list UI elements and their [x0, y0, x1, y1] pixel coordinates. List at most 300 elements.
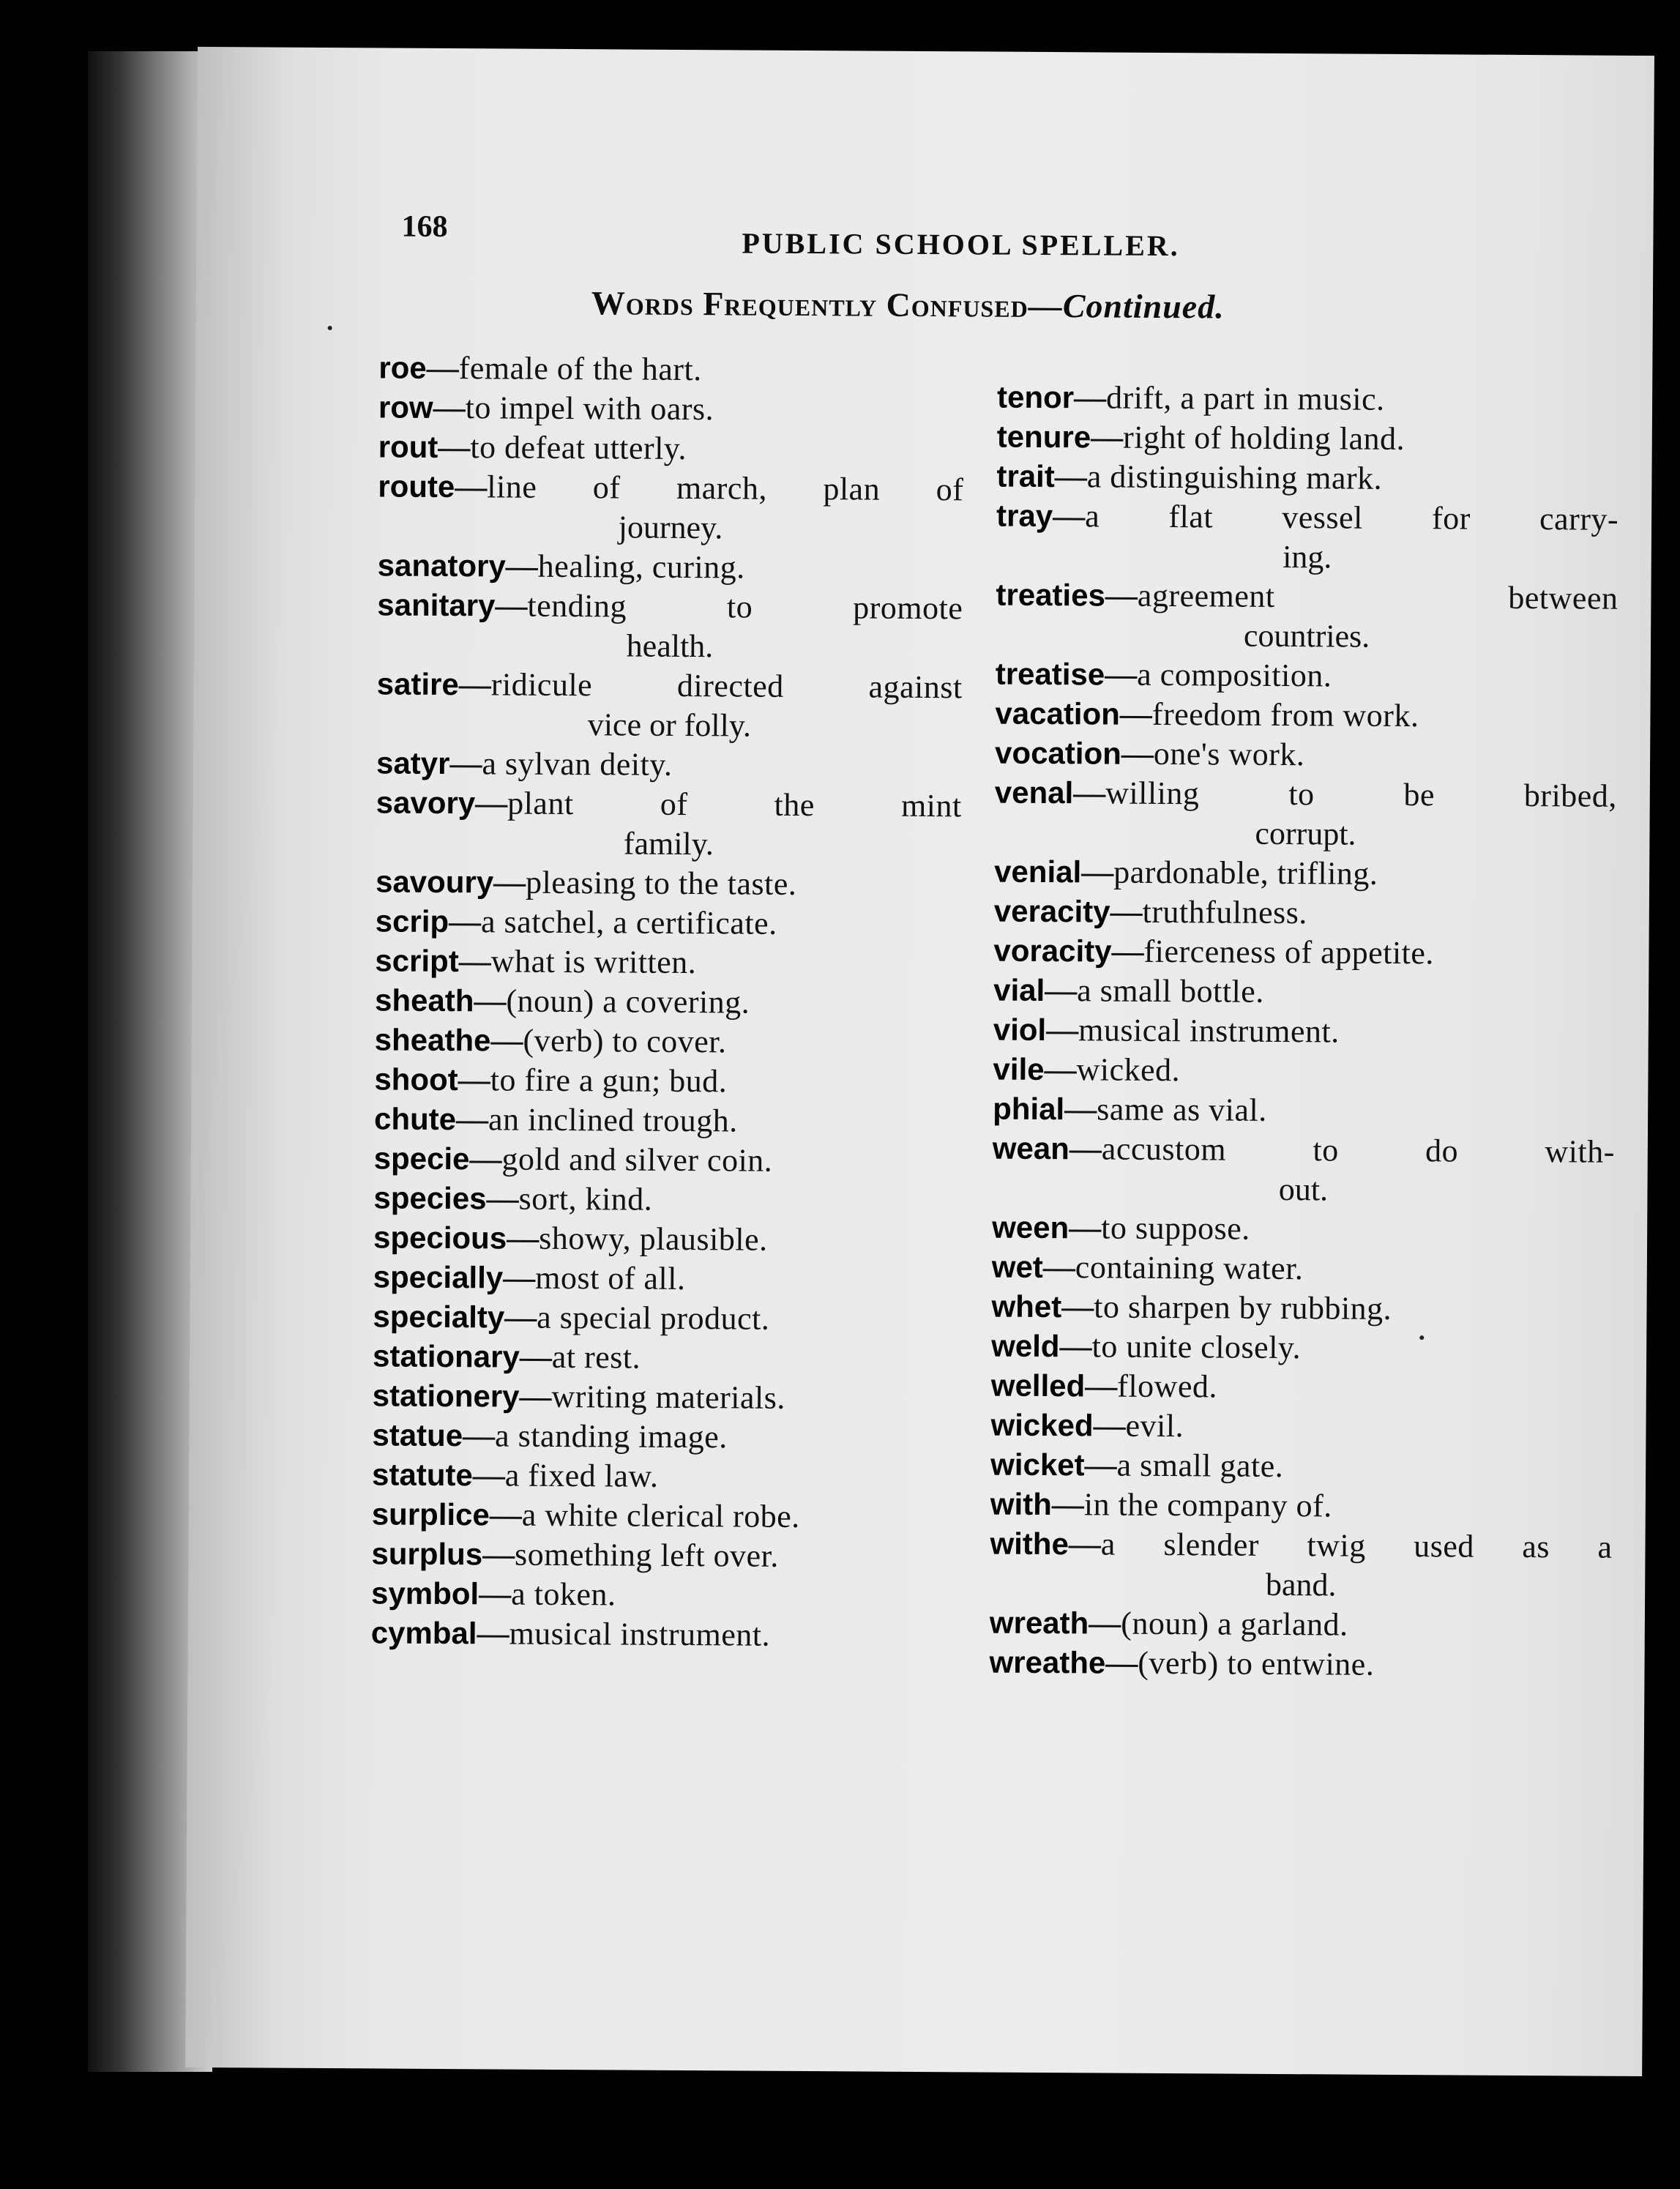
entry-definition: pardonable, trifling. — [1113, 854, 1378, 892]
entry-definition: to unite closely. — [1091, 1328, 1302, 1366]
dictionary-entry — [375, 980, 960, 1023]
entry-headword: surplice — [371, 1496, 490, 1532]
entry-definition: most of all. — [535, 1259, 686, 1297]
entry-first-line — [996, 655, 1618, 698]
entry-first-line — [371, 1613, 957, 1656]
entry-definition: a fixed law. — [504, 1457, 659, 1494]
entry-headword: sanitary — [377, 587, 496, 623]
entry-continuation: countries. — [1243, 617, 1370, 655]
entry-definition: a flat vessel for carry- — [1085, 498, 1619, 537]
entry-first-line — [996, 575, 1618, 619]
entry-first-line — [371, 1573, 957, 1616]
entry-definition: to sharpen by rubbing. — [1094, 1289, 1392, 1327]
entry-first-line — [993, 1010, 1616, 1054]
entry-dash: — — [1042, 1249, 1076, 1286]
entry-definition: wicked. — [1076, 1051, 1181, 1089]
entry-dash: — — [449, 745, 482, 782]
entry-first-line — [989, 1643, 1611, 1686]
entry-definition: ridicule directed against — [490, 666, 963, 706]
dictionary-entry — [378, 466, 964, 549]
dictionary-entry — [992, 1129, 1615, 1212]
entry-dash: — — [519, 1338, 552, 1375]
entry-dash: — — [472, 1457, 505, 1493]
dictionary-entry — [377, 585, 963, 668]
entry-dash: — — [489, 1496, 523, 1533]
entry-definition: musical instrument. — [509, 1615, 771, 1653]
entry-first-line — [378, 348, 964, 391]
entry-headword: treatise — [995, 656, 1105, 692]
entry-first-line — [990, 1524, 1612, 1567]
dictionary-entry — [373, 1336, 958, 1379]
dictionary-entry — [990, 1524, 1613, 1607]
entry-dash: — — [1045, 972, 1078, 1009]
entry-headword: route — [378, 469, 455, 504]
entry-headword: scrip — [375, 903, 449, 939]
right-column — [989, 378, 1619, 1686]
section-heading — [591, 283, 1225, 326]
entry-first-line — [997, 378, 1619, 421]
entry-first-line — [376, 862, 961, 905]
dictionary-entry — [997, 417, 1619, 460]
entry-definition: right of holding land. — [1122, 419, 1405, 458]
entry-definition: pleasing to the taste. — [525, 864, 797, 902]
dictionary-entry — [993, 1089, 1615, 1133]
entry-first-line — [990, 1445, 1613, 1488]
entry-dash: — — [462, 1417, 496, 1454]
entry-headword: satyr — [376, 745, 450, 781]
dictionary-entry — [992, 1208, 1614, 1251]
dictionary-entry — [373, 1217, 959, 1261]
entry-first-line — [373, 1336, 958, 1379]
entry-dash: — — [474, 982, 507, 1019]
entry-dash: — — [1121, 735, 1154, 772]
entry-first-line — [995, 694, 1617, 737]
entry-definition: a composition. — [1137, 656, 1332, 694]
entry-definition: to fire a gun; bud. — [490, 1062, 728, 1100]
entry-definition: healing, curing. — [537, 548, 745, 586]
entry-definition: to impel with oars. — [465, 389, 714, 428]
dictionary-entry — [996, 496, 1619, 579]
entry-headword: surplus — [371, 1536, 483, 1572]
entry-definition: a distinguishing mark. — [1086, 458, 1383, 496]
entry-headword: tenor — [996, 379, 1075, 415]
entry-dash: — — [455, 1101, 489, 1138]
entry-definition: line of march, plan of — [487, 469, 964, 508]
entry-headword: vacation — [995, 696, 1121, 731]
dictionary-entry — [991, 1366, 1613, 1409]
entry-first-line — [375, 1020, 960, 1063]
entry-first-line — [371, 1534, 957, 1577]
dictionary-entry — [994, 852, 1616, 895]
entry-dash: — — [1081, 854, 1114, 890]
entry-first-line — [991, 1366, 1613, 1409]
entry-dash: — — [495, 587, 528, 624]
entry-dash: — — [1084, 1447, 1117, 1483]
entry-first-line — [374, 1099, 960, 1142]
dictionary-entry — [990, 1603, 1612, 1647]
dictionary-entry — [374, 1059, 960, 1103]
dictionary-entry — [990, 1445, 1613, 1488]
dictionary-entry — [996, 655, 1618, 698]
running-title: PUBLIC SCHOOL SPELLER. — [742, 226, 1180, 263]
entry-definition: showy, plausible. — [539, 1220, 768, 1258]
entry-first-line — [996, 457, 1619, 500]
entry-headword: statue — [372, 1417, 463, 1453]
entry-definition: evil. — [1125, 1407, 1184, 1444]
ink-speck — [1419, 1335, 1424, 1340]
entry-definition: tending to promote — [527, 587, 963, 627]
entry-definition: one's work. — [1153, 735, 1305, 773]
entry-first-line — [373, 1257, 959, 1300]
entry-definition: freedom from work. — [1151, 696, 1419, 734]
entry-first-line — [374, 1138, 960, 1182]
entry-dash: — — [448, 903, 482, 940]
entry-dash: — — [469, 1141, 502, 1177]
entry-dash: — — [475, 785, 508, 821]
dictionary-entry — [376, 743, 962, 786]
entry-continuation: family. — [623, 825, 714, 862]
entry-first-line — [993, 1129, 1615, 1172]
entry-first-line — [990, 1603, 1612, 1647]
entry-headword: whet — [991, 1289, 1062, 1324]
entry-dash: — — [477, 1615, 509, 1652]
entry-first-line — [993, 1089, 1615, 1133]
entry-headword: vial — [993, 972, 1045, 1008]
dictionary-entry — [375, 1020, 960, 1063]
entry-first-line — [378, 387, 964, 430]
entry-headword: satire — [376, 666, 459, 702]
entry-definition: an inclined trough. — [488, 1101, 738, 1139]
dictionary-entry — [993, 971, 1616, 1014]
entry-dash: — — [482, 1536, 515, 1573]
book-page — [185, 47, 1654, 2076]
entry-dash: — — [505, 548, 538, 584]
entry-headword: cymbal — [370, 1615, 477, 1651]
entry-headword: welled — [990, 1368, 1086, 1403]
entry-dash: — — [503, 1259, 536, 1296]
entry-dash: — — [1105, 577, 1138, 614]
entry-headword: shoot — [374, 1062, 458, 1097]
dictionary-entry — [371, 1573, 957, 1616]
page-header — [196, 208, 1653, 275]
entry-definition: writing materials. — [551, 1378, 786, 1416]
entry-first-line — [994, 892, 1616, 935]
dictionary-entry — [378, 348, 964, 391]
entry-dash: — — [455, 469, 488, 505]
entry-dash: — — [1064, 1091, 1097, 1127]
ink-speck — [328, 326, 332, 330]
entry-headword: specialty — [373, 1299, 505, 1335]
entry-headword: savory — [376, 785, 476, 821]
entry-dash: — — [1085, 1368, 1118, 1404]
entry-dash: — — [458, 943, 491, 980]
entry-first-line — [376, 783, 962, 826]
entry-dash: — — [1069, 1130, 1102, 1167]
entry-definition: drift, a part in music. — [1105, 379, 1385, 417]
entry-definition: a standing image. — [494, 1417, 728, 1455]
entry-dash: — — [458, 666, 491, 703]
entry-dash: — — [1051, 1486, 1085, 1523]
entry-first-line — [992, 1208, 1614, 1251]
entry-headword: withe — [990, 1526, 1069, 1562]
entry-definition: female of the hart. — [458, 350, 702, 388]
entry-definition: a satchel, a certificate. — [480, 903, 777, 941]
dictionary-entry — [995, 734, 1617, 777]
entry-definition: accustom to do with- — [1101, 1130, 1615, 1170]
entry-definition: a small bottle. — [1077, 972, 1264, 1010]
dictionary-entry — [989, 1643, 1611, 1686]
entry-definition: plant of the mint — [507, 785, 962, 824]
dictionary-entry — [371, 1534, 957, 1577]
dictionary-entry — [373, 1376, 958, 1419]
dictionary-entry — [994, 892, 1616, 935]
entry-first-line — [372, 1494, 957, 1537]
dictionary-entry — [376, 664, 963, 747]
entry-first-line — [374, 1059, 960, 1103]
entry-definition: flowed. — [1117, 1368, 1218, 1405]
entry-definition: (verb) to cover. — [523, 1022, 727, 1060]
entry-headword: sanatory — [377, 548, 506, 583]
entry-definition: something left over. — [515, 1536, 780, 1574]
page-number: 168 — [401, 209, 448, 245]
entry-headword: sheathe — [374, 1022, 491, 1058]
entry-definition: a small gate. — [1116, 1447, 1284, 1485]
entry-definition: a token. — [511, 1575, 616, 1613]
entry-first-line — [373, 1217, 959, 1261]
entry-continuation: corrupt. — [1255, 815, 1356, 852]
dictionary-entry — [990, 1406, 1613, 1449]
entry-definition: gold and silver coin. — [501, 1141, 773, 1179]
entry-dash: — — [1089, 1605, 1121, 1641]
entry-definition: to suppose. — [1101, 1209, 1250, 1247]
entry-dash: — — [1093, 1407, 1126, 1444]
entry-definition: to defeat utterly. — [470, 429, 687, 467]
entry-definition: at rest. — [551, 1338, 641, 1376]
entry-dash: — — [504, 1299, 537, 1335]
entry-dash: — — [493, 864, 526, 900]
entry-headword: specially — [373, 1259, 504, 1295]
entry-dash: — — [1044, 1051, 1077, 1088]
entry-headword: symbol — [370, 1575, 479, 1611]
dictionary-entry — [375, 941, 960, 984]
dictionary-entry — [372, 1455, 957, 1498]
dictionary-entry — [378, 387, 964, 430]
entry-headword: wicket — [990, 1447, 1085, 1483]
entry-dash: — — [1105, 656, 1138, 693]
entry-headword: wreath — [989, 1605, 1089, 1641]
entry-definition: musical instrument. — [1078, 1012, 1340, 1050]
entry-definition: in the company of. — [1083, 1486, 1332, 1524]
entry-continuation: journey. — [618, 509, 723, 546]
dictionary-entry — [371, 1613, 957, 1656]
entry-first-line — [996, 496, 1619, 540]
entry-headword: vocation — [995, 735, 1121, 771]
entry-first-line — [991, 1327, 1613, 1370]
entry-headword: phial — [993, 1091, 1065, 1127]
entry-dash: — — [1111, 933, 1144, 969]
entry-first-line — [990, 1406, 1613, 1449]
dictionary-entry — [992, 1248, 1614, 1291]
entry-dash: — — [433, 389, 466, 426]
dictionary-entry — [997, 378, 1619, 421]
entry-headword: script — [375, 943, 459, 979]
entry-first-line — [993, 1050, 1615, 1093]
entry-definition: what is written. — [490, 943, 697, 981]
entry-headword: specious — [373, 1220, 507, 1256]
entry-first-line — [376, 743, 962, 786]
entry-dash: — — [519, 1378, 552, 1414]
entry-first-line — [997, 417, 1619, 460]
section-heading-text: Words Frequently Confused — [591, 284, 1028, 324]
entry-first-line — [995, 734, 1617, 777]
entry-dash: — — [1046, 1012, 1079, 1048]
entry-dash: — — [438, 428, 471, 466]
entry-headword: wet — [991, 1249, 1044, 1285]
entry-first-line — [378, 545, 963, 589]
entry-headword: statute — [371, 1457, 473, 1493]
entry-headword: specie — [373, 1141, 470, 1176]
entry-headword: ween — [992, 1209, 1069, 1245]
entry-first-line — [373, 1297, 958, 1340]
entry-definition: a sylvan deity. — [482, 745, 673, 783]
entry-dash: — — [1119, 696, 1153, 732]
entry-dash: — — [1053, 498, 1086, 534]
entry-first-line — [378, 466, 963, 510]
entry-definition: agreement between — [1137, 577, 1619, 616]
entry-headword: viol — [993, 1012, 1047, 1048]
entry-dash: — — [479, 1575, 512, 1612]
entry-definition: sort, kind. — [518, 1180, 653, 1217]
entry-dash: — — [1059, 1328, 1092, 1365]
dictionary-entry — [995, 694, 1617, 737]
entry-definition: (noun) a garland. — [1121, 1605, 1348, 1643]
entry-dash: — — [1110, 893, 1143, 930]
dictionary-entry — [372, 1415, 957, 1458]
entry-first-line — [994, 852, 1616, 895]
dictionary-entry — [378, 545, 963, 589]
dictionary-entry — [991, 1287, 1613, 1330]
entry-first-line — [995, 773, 1617, 816]
entry-definition: (noun) a covering. — [506, 982, 750, 1021]
entry-headword: chute — [373, 1101, 457, 1137]
entry-headword: stationery — [372, 1378, 520, 1414]
dictionary-entry — [374, 1099, 960, 1142]
dictionary-entry — [373, 1178, 959, 1221]
dictionary-entry — [994, 773, 1617, 856]
entry-headword: rout — [378, 429, 438, 464]
dictionary-entry — [374, 1138, 960, 1182]
entry-headword: weld — [991, 1328, 1060, 1364]
entry-headword: treaties — [996, 577, 1106, 613]
entry-definition: (verb) to entwine. — [1138, 1644, 1375, 1682]
entry-definition: truthfulness. — [1142, 893, 1308, 931]
entry-first-line — [373, 1376, 958, 1419]
entry-first-line — [991, 1287, 1613, 1330]
dictionary-entry — [376, 862, 961, 905]
entry-dash: — — [426, 349, 459, 387]
entry-headword: roe — [378, 350, 427, 385]
dictionary-entry — [993, 1050, 1615, 1093]
entry-first-line — [993, 971, 1616, 1014]
dictionary-entry — [376, 901, 961, 944]
entry-first-line — [375, 980, 960, 1023]
entry-dash: — — [458, 1062, 490, 1098]
entry-headword: trait — [996, 458, 1055, 494]
entry-definition: willing to be bribed, — [1105, 775, 1617, 814]
dictionary-entry — [993, 1010, 1616, 1054]
entry-continuation: vice or folly. — [587, 706, 752, 744]
entry-first-line — [378, 427, 964, 470]
entry-first-line — [376, 901, 961, 944]
entry-dash: — — [486, 1180, 519, 1217]
entry-headword: species — [373, 1180, 487, 1216]
entry-first-line — [372, 1415, 957, 1458]
entry-dash: — — [1061, 1289, 1094, 1325]
entry-continuation: ing. — [1283, 538, 1332, 575]
entry-dash: — — [1054, 458, 1087, 495]
dictionary-entry — [373, 1257, 959, 1300]
entry-headword: stationary — [372, 1338, 520, 1374]
entry-dash: — — [1105, 1644, 1138, 1681]
entry-headword: wicked — [990, 1407, 1094, 1443]
dictionary-entry — [378, 427, 964, 470]
entry-definition: same as vial. — [1097, 1091, 1267, 1128]
entry-headword: wean — [992, 1130, 1070, 1166]
entry-definition: a special product. — [537, 1299, 770, 1337]
entry-headword: venial — [994, 854, 1082, 890]
entry-dash: — — [507, 1220, 540, 1256]
dictionary-entry — [372, 1494, 957, 1537]
entry-headword: venal — [994, 775, 1074, 810]
entry-headword: savoury — [375, 864, 494, 900]
section-heading-continued: —Continued. — [1028, 286, 1225, 326]
entry-dash: — — [1068, 1526, 1102, 1562]
dictionary-entry — [373, 1297, 958, 1340]
dictionary-entry — [991, 1327, 1613, 1370]
entry-headword: veracity — [993, 893, 1110, 929]
entry-headword: tenure — [996, 419, 1091, 455]
left-column — [371, 348, 965, 1656]
entry-headword: wreathe — [989, 1644, 1106, 1680]
entry-definition: a white clerical robe. — [521, 1496, 800, 1534]
entry-first-line — [373, 1178, 959, 1221]
entry-headword: sheath — [374, 982, 474, 1018]
entry-first-line — [992, 1248, 1614, 1291]
entry-first-line — [375, 941, 960, 984]
entry-headword: with — [990, 1486, 1053, 1522]
entry-definition: fierceness of appetite. — [1143, 933, 1435, 972]
entry-definition: containing water. — [1075, 1249, 1304, 1287]
entry-definition: a slender twig used as a — [1100, 1526, 1613, 1565]
entry-headword: row — [378, 389, 433, 425]
entry-first-line — [990, 1485, 1613, 1528]
entry-continuation: band. — [1265, 1566, 1337, 1603]
entry-first-line — [993, 931, 1616, 974]
entry-first-line — [372, 1455, 957, 1498]
entry-continuation: out. — [1278, 1171, 1329, 1208]
dictionary-entry — [996, 575, 1619, 658]
entry-dash: — — [1073, 379, 1107, 416]
entry-first-line — [377, 664, 963, 707]
entry-dash: — — [1069, 1209, 1102, 1246]
entry-headword: voracity — [993, 933, 1112, 969]
entry-headword: tray — [996, 498, 1053, 534]
dictionary-entry — [996, 457, 1619, 500]
entry-dash: — — [1073, 775, 1106, 811]
dictionary-entry — [993, 931, 1616, 974]
entry-first-line — [377, 585, 963, 628]
entry-dash: — — [1090, 419, 1124, 455]
